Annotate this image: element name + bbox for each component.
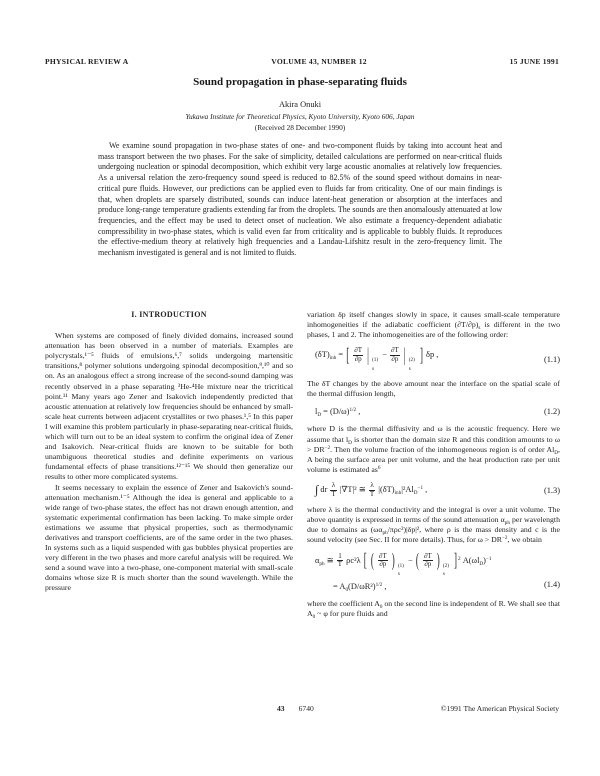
numerator: ∂T [354,346,363,355]
text-run: per wavelength due to domains as (ωα [307,515,560,535]
left-bracket: [ [363,549,367,571]
eq-sub: D [317,412,322,419]
superscript: −2 [501,535,508,542]
equation-1-4 [307,549,560,593]
eq-sub: s [442,571,445,578]
right-column [307,310,560,619]
eval-bar: | [367,343,369,365]
footer-volume-number: 43 [277,704,285,713]
eq-relation: = [323,407,328,417]
text-run: , we obtain [507,535,542,545]
right-bracket: ] [419,343,423,365]
eq-relation: ≅ [358,484,366,494]
running-head [45,57,559,66]
denominator: T [331,489,336,498]
numerator: λ [331,480,336,489]
eq-sub: D [413,489,418,496]
sup-sub-stack [409,358,415,372]
eq-term: ρc²λ [346,555,361,565]
fraction [378,553,388,569]
left-bracket: [ [346,343,350,365]
eq-term: |²Al [401,484,414,494]
denominator: ∂p [379,560,387,569]
eq-operator: − [382,350,387,360]
eq-body [315,343,540,372]
subscript: ph [382,530,388,537]
eq-sup: (2) [442,562,449,569]
eval-bar: | [403,343,406,365]
eq-term: (δT) [315,350,330,360]
left-paren: ( [370,549,374,571]
text-run: , A being the surface area per unit volume, and the heat production rate per unit volume is estimated as [307,444,560,474]
eq-relation: = [338,350,344,360]
eq-term: l [315,407,318,417]
abstract: We examine sound propagation in two-phase states of one- and two-component fluids by taking into account heat and mass transport between the two phases. For the sake of simplicity, detailed calculations are performed on near-critical fluids undergoing nucleation or spinodal decomposition, which exhibit very large acoustic anomalies at relatively low frequencies. As a universal relation the zero-frequency sound speed is reduced to 82.5% of the sound speed without domains in near-critical pure fluids. However, our predictions can be applied even to fluids far from criticality. One of our main findings is that, when droplets are sparsely distributed, sounds can induce latent-heat generation or absorption at the interfaces and produce long-range temperature gradients extending far from the droplets. The sounds are then anomalously attenuated at low frequencies, and the effect may be used to detect onset of nucleation. We also estimate a frequency-dependent adiabatic compressibility in two-phase states, which is valid even far from criticality and is applicable to bubbly fluids. It reproduces the effective-medium theory at relatively high frequencies and a Landau-Lifshitz result in the zero-frequency limit. The mechanism investigated is general and is not limited to fluids. [98,141,502,258]
eq-sup: 1/2 [349,407,357,414]
eq-sub: ph [319,560,325,567]
author-name: Akira Onuki [278,100,322,109]
text-run: where λ is the thermal conductivity and the integral is over a unit volume. The above quantity is expressed in terms of the sound attenuation α [307,505,560,525]
subscript: s [478,325,481,332]
denominator: ∂p [354,354,362,363]
denominator: T [337,560,343,569]
eq-term: A(ωl [462,555,480,565]
right-bracket: ] [454,549,458,571]
left-paren: ( [415,549,419,571]
eq-sub: inh [329,355,337,362]
paragraph-rc-5 [307,599,560,619]
eq-term: δp , [426,350,439,360]
eq-body [315,482,540,498]
eq-sup: (1) [372,357,379,364]
eq-sub: s [372,365,375,372]
text-run: ~ φ for pure fluids and [315,608,388,618]
equation-number: (1.1) [543,355,560,365]
eq-sup: −1 [485,555,492,562]
eq-sup: (2) [408,357,415,364]
subscript: 0 [312,613,316,620]
page-footer [45,704,559,713]
article-title: Sound propagation in phase-separating fluids [193,76,407,88]
paragraph-rc-3 [307,424,560,474]
eq-operator: − [408,555,413,565]
eq-term: , [356,407,361,417]
received-date: (Received 28 December 1990) [254,123,346,132]
fraction [390,347,400,363]
eq-sub: inh [394,489,402,496]
right-paren: ) [391,549,395,571]
subscript: D [348,439,352,446]
sup-sub-stack [443,564,449,578]
paragraph-intro-2: It seems necessary to explain the essence of Zener and Isakovich's sound-attenuation mechanism.¹⁻⁵ Although the idea is general and applicable to a wide range of two-phase states, the effect has not drawn enough attention, and systematic experimental confirmation has been lacking. To make simple order estimations we assume that physical properties, such as thermodynamic derivatives and transport coefficients, are of the same order in the two phases. In systems such as a liquid suspended with gas bubbles physical properties are very different in the two phases and more careful analysis will be required. We send a sound wave into a two-phase, one-component material with small-scale domains whose size R is much shorter than the sound wavelength. While the pressure [45,482,293,593]
eq-sup: 2 [458,555,461,562]
numerator: ∂T [423,551,432,560]
journal-name: PHYSICAL REVIEW A [45,57,129,66]
fraction [353,347,363,363]
eq-term: |(δT) [378,484,395,494]
numerator: ∂T [378,551,387,560]
equation-number: (1.2) [543,407,560,417]
eq-body [315,406,540,417]
text-run: variation δp itself changes slowly in space, it causes small-scale temperature inhomogeneities if the adiabatic coefficient (∂T/∂p) [307,310,560,330]
fraction [337,553,343,569]
eq-sub: s [397,571,400,578]
equation-number: (1.4) [543,579,560,589]
text-run: where the coefficient A [307,598,380,608]
eq-term: (D/ωR²) [348,581,376,591]
sup-sub-stack [398,564,404,578]
right-paren: ) [436,549,440,571]
eq-line-2 [315,581,540,592]
eq-term: , [382,581,387,591]
paragraph-intro-1: When systems are composed of finely divided domains, increased sound attenuation has been observed in a number of materials. Examples are polycrystals,¹⁻⁵ fluids of emulsions,⁶,⁷ solids undergoing martensitic transitions,⁸ polymer solutions undergoing spinodal decomposition,⁹,¹⁰ and so on. As an analogous effect a strong increase of the second-sound damping was recently observed in a phase separating ³He-⁴He mixture near the tricritical point.¹¹ Many years ago Zener and Isakovich independently predicted that acoustic attenuation at relatively low frequencies should be enhanced by small-scale heat currents between adjacent crystallites or two phases.¹,⁵ In this paper I will examine this problem particularly in phase-separating near-critical fluids, which will turn out to be an ideal system to confirm the original idea of Zener and Isakovich. Near-critical fluids are known to be suitable for both unambiguous theoretical studies and definite experiments on various fundamental effects of phase transitions.¹²⁻¹⁵ We should then generalize our results to other more complicated systems. [45,331,293,482]
eq-term: |∇T|² [339,484,357,494]
equation-number: (1.3) [543,485,560,495]
footer-page-number: 6740 [298,704,314,713]
eq-term: α [315,555,320,565]
subscript: 0 [379,603,383,610]
eq-relation: ≅ [326,555,334,565]
eq-sub: D [479,560,484,567]
subscript: ph [504,520,510,527]
eq-term: (D/ω) [330,407,350,417]
eq-term: ) [483,555,486,565]
eq-sup: 1/2 [375,581,383,588]
eq-line-1 [315,549,540,578]
text-run: is shorter than the domain size R and this condition amounts to ω > DR [307,434,560,454]
eq-sub: 0 [345,586,349,593]
author-affiliation: Yukawa Institute for Theoretical Physics, Kyoto University, Kyoto 606, Japan [185,112,415,121]
subscript: D [554,449,559,456]
denominator: T [369,489,375,498]
section-heading-introduction: I. INTRODUCTION [131,310,207,319]
eq-sub: s [408,365,411,372]
numerator: 1 [338,551,342,560]
paragraph-rc-1 [307,310,560,340]
numerator: λ [370,480,374,489]
numerator: ∂T [391,346,399,355]
reference-superscript: 6 [377,464,381,471]
fraction [423,553,433,569]
eq-body [315,549,540,593]
text-run: is different in the two phases, 1 and 2. The inhomogeneities are of the following order: [307,320,560,340]
volume-number-label: VOLUME 43, NUMBER 12 [271,57,367,66]
fraction [369,482,375,498]
equation-1-2 [307,406,560,417]
sup-sub-stack [372,358,378,372]
denominator: ∂p [391,354,399,363]
left-column [45,310,293,594]
eq-term: A [339,581,346,591]
paragraph-rc-4 [307,505,560,545]
text-run: on the second line is independent of R. We shall see that A [307,598,560,618]
superscript: −2 [324,444,331,451]
eq-term: , [423,484,428,494]
equation-1-1 [307,343,560,372]
text-run: where D is the thermal diffusivity and ω is the acoustic frequency. Here we assume that l [307,424,560,444]
eq-sup: (1) [397,562,404,569]
footer-copyright: ©1991 The American Physical Society [440,704,559,713]
equation-1-3 [307,482,560,498]
text-run: /πρc²)|δp|², where ρ is the mass density and c is the sound velocity (see Sec. II for more details). Thus, for ω > DR [307,525,560,545]
eq-relation: = [333,581,338,591]
integral-sign: ∫ [315,482,319,497]
eq-term: dr [320,484,328,494]
eq-sup: −1 [417,484,424,491]
fraction [330,482,336,498]
text-run: . Then the volume fraction of the inhomogeneous region is of order Al [330,444,555,454]
paragraph-rc-2: The δT changes by the above amount near the interface on the spatial scale of the thermal diffusion length, [307,379,560,399]
denominator: ∂p [424,560,432,569]
issue-date: 15 JUNE 1991 [509,57,559,66]
